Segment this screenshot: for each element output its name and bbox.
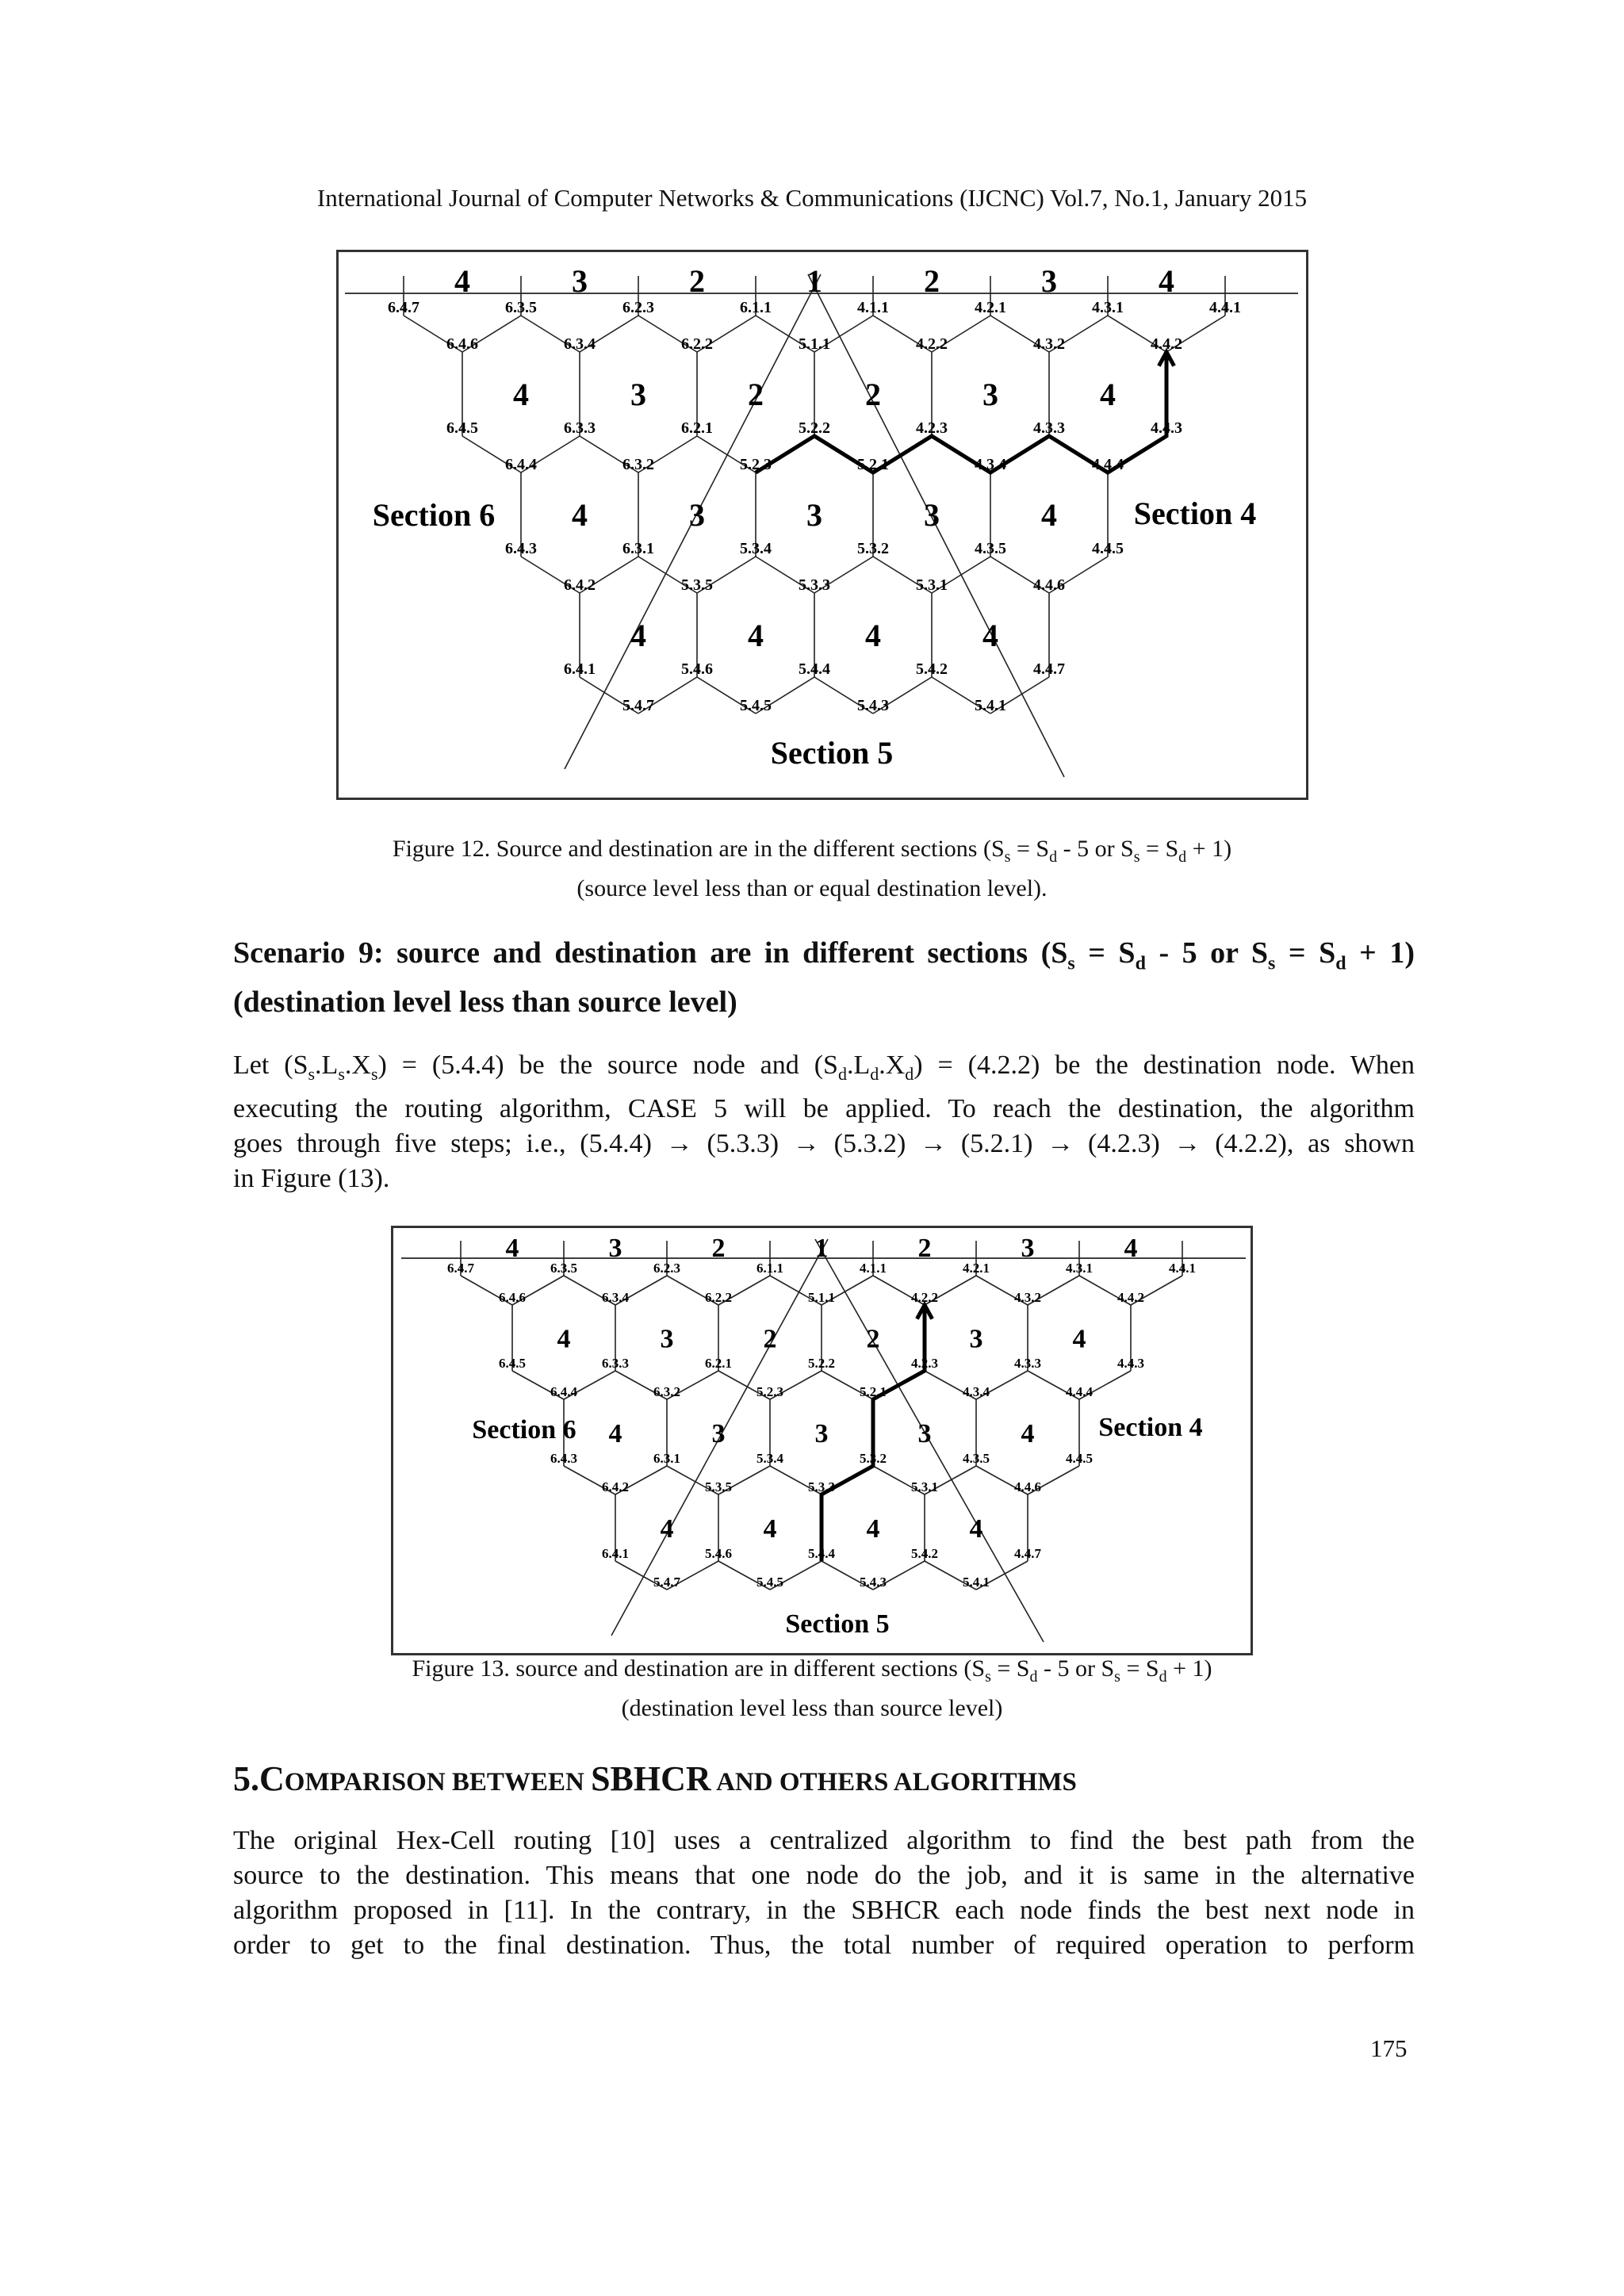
- node-label: 6.3.3: [602, 1356, 629, 1371]
- node-label: 4.4.1: [1209, 299, 1241, 316]
- figure-12: [336, 250, 1308, 800]
- node-label: 4.2.3: [911, 1356, 938, 1371]
- cell-level-label: 4: [660, 1513, 674, 1544]
- figure-13-diagram: [393, 1228, 1251, 1653]
- node-label: 6.4.2: [564, 576, 596, 594]
- node-label: 5.3.1: [911, 1479, 938, 1494]
- node-label: 4.4.7: [1033, 660, 1065, 678]
- node-label: 4.3.3: [1033, 419, 1065, 437]
- node-label: 5.1.1: [799, 335, 830, 353]
- node-label: 6.2.2: [681, 335, 713, 353]
- section-5-title: [259, 1759, 1077, 1798]
- paragraph-line: order to get to the final destination. Thus, the total number of required operation to perform: [233, 1931, 1415, 1960]
- top-level-label: 4: [1124, 1234, 1138, 1263]
- section-title-part: OMPARISON BETWEEN: [284, 1768, 592, 1797]
- node-label: 5.4.7: [653, 1575, 680, 1590]
- top-level-label: 4: [505, 1234, 519, 1263]
- section-label: Section 4: [1133, 496, 1257, 531]
- node-label: 4.4.1: [1169, 1261, 1196, 1276]
- section-5-heading: [233, 1758, 1077, 1799]
- node-label: 5.3.4: [756, 1451, 783, 1466]
- top-level-label: 3: [1041, 263, 1057, 299]
- node-label: 6.4.3: [550, 1451, 577, 1466]
- node-label: 4.3.1: [1092, 299, 1124, 316]
- scenario-9-heading: [233, 934, 1415, 1021]
- node-label: 5.2.1: [857, 456, 889, 473]
- node-label: 5.2.2: [799, 419, 830, 437]
- figure-13: [391, 1226, 1253, 1655]
- cell-level-label: 3: [630, 377, 646, 412]
- top-level-label: 2: [924, 263, 940, 299]
- scenario-9-heading-line2: (destination level less than source level): [233, 985, 737, 1019]
- node-label: 4.4.2: [1117, 1290, 1144, 1305]
- top-level-label: 2: [711, 1234, 726, 1263]
- figure-12-caption-line2: (source level less than or equal destination level).: [576, 875, 1048, 901]
- node-label: 6.4.3: [505, 540, 537, 557]
- cell-level-label: 3: [982, 377, 998, 412]
- node-label: 6.3.5: [505, 299, 537, 316]
- node-label: 6.4.7: [447, 1261, 474, 1276]
- section-label: Section 5: [785, 1609, 890, 1639]
- cell-level-label: 3: [814, 1418, 829, 1448]
- node-label: 4.4.6: [1014, 1479, 1041, 1494]
- top-level-label: 3: [608, 1234, 622, 1263]
- top-level-label: 1: [806, 263, 822, 299]
- cell-level-label: 4: [1100, 377, 1116, 412]
- cell-level-label: 4: [763, 1513, 777, 1544]
- node-label: 5.3.5: [705, 1479, 732, 1494]
- scenario-9-heading-line1: Scenario 9: source and destination are in different sections ($S_s = S_d - 5$ or $S_s = S_d + 1$): [233, 936, 1415, 974]
- node-label: 5.4.1: [975, 697, 1006, 714]
- node-label: 6.3.2: [622, 456, 654, 473]
- top-level-label: 3: [572, 263, 588, 299]
- node-label: 5.3.2: [857, 540, 889, 557]
- section-label: Section 6: [372, 497, 496, 533]
- cell-level-label: 4: [748, 618, 764, 653]
- node-label: 4.2.2: [911, 1290, 938, 1305]
- running-header: International Journal of Computer Networks & Communications (IJCNC) Vol.7, No.1, January 2015: [316, 184, 1308, 212]
- paragraph-line: in Figure (13).: [233, 1163, 390, 1193]
- top-level-label: 3: [1021, 1234, 1035, 1263]
- section-title-part: SBHCR: [591, 1759, 711, 1798]
- cell-level-label: 4: [608, 1418, 622, 1448]
- node-label: 6.4.2: [602, 1479, 629, 1494]
- section-label: Section 6: [472, 1415, 576, 1445]
- node-label: 6.4.1: [564, 660, 596, 678]
- node-label: 6.3.3: [564, 419, 596, 437]
- cell-level-label: 4: [1072, 1324, 1086, 1354]
- cell-level-label: 2: [866, 1324, 880, 1354]
- node-label: 6.4.7: [388, 299, 419, 316]
- node-label: 6.2.3: [622, 299, 654, 316]
- figure-13-caption: [0, 1653, 1624, 1724]
- node-label: 6.1.1: [756, 1261, 783, 1276]
- node-label: 6.2.1: [681, 419, 713, 437]
- node-label: 6.3.2: [653, 1384, 680, 1399]
- node-label: 6.4.1: [602, 1546, 629, 1561]
- section-title-part: AND OTHERS ALGORITHMS: [710, 1768, 1077, 1797]
- node-label: 5.4.5: [740, 697, 772, 714]
- node-label: 4.4.3: [1151, 419, 1182, 437]
- node-label: 4.3.2: [1014, 1290, 1041, 1305]
- cell-level-label: 4: [865, 618, 881, 653]
- node-label: 6.4.4: [505, 456, 537, 473]
- top-level-label: 2: [917, 1234, 932, 1263]
- node-label: 5.4.6: [681, 660, 713, 678]
- node-label: 4.3.5: [963, 1451, 990, 1466]
- node-label: 4.2.2: [916, 335, 948, 353]
- figure-12-diagram: [339, 252, 1306, 798]
- paragraph-line: The original Hex-Cell routing [10] uses a centralized algorithm to find the best path from the: [233, 1826, 1415, 1855]
- cell-level-label: 3: [969, 1324, 983, 1354]
- cell-level-label: 3: [689, 497, 705, 533]
- scenario-9-paragraph: [233, 1048, 1415, 1196]
- node-label: 6.2.2: [705, 1290, 732, 1305]
- node-label: 4.4.4: [1066, 1384, 1093, 1399]
- figure-13-caption-line1: Figure 13. source and destination are in different sections ($S_s = S_d - 5$ or $S_s = S_d + 1$): [412, 1655, 1212, 1686]
- node-label: 4.4.3: [1117, 1356, 1144, 1371]
- node-label: 6.4.6: [446, 335, 478, 353]
- paragraph-line: executing the routing algorithm, CASE 5 will be applied. To reach the destination, the algorithm: [233, 1093, 1415, 1123]
- node-label: 5.4.7: [622, 697, 654, 714]
- node-label: 5.2.3: [756, 1384, 783, 1399]
- paragraph-line: Let $(S_s.L_s.X_s) = (5.4.4)$ be the source node and $(S_d.L_d.X_d) = (4.2.2)$ be the destination node. When: [233, 1050, 1415, 1084]
- paragraph-line: algorithm proposed in [11]. In the contrary, in the SBHCR each node finds the best next node in: [233, 1896, 1415, 1925]
- node-label: 6.3.4: [602, 1290, 629, 1305]
- paragraph-line: goes through five steps; i.e., (5.4.4) → (5.3.3) → (5.3.2) → (5.2.1) → (4.2.3) → (4.2.2), as shown: [233, 1128, 1415, 1158]
- node-label: 6.4.5: [446, 419, 478, 437]
- node-label: 4.4.2: [1151, 335, 1182, 353]
- node-label: 5.4.4: [799, 660, 830, 678]
- node-label: 5.3.3: [808, 1479, 835, 1494]
- cell-level-label: 4: [1041, 497, 1057, 533]
- node-label: 5.2.3: [740, 456, 772, 473]
- node-label: 4.3.4: [963, 1384, 990, 1399]
- cell-level-label: 4: [630, 618, 646, 653]
- node-label: 6.2.1: [705, 1356, 732, 1371]
- node-label: 4.3.3: [1014, 1356, 1041, 1371]
- top-level-label: 4: [454, 263, 470, 299]
- node-label: 4.4.4: [1092, 456, 1124, 473]
- node-label: 5.4.3: [860, 1575, 887, 1590]
- node-label: 5.2.1: [860, 1384, 887, 1399]
- cell-level-label: 4: [557, 1324, 571, 1354]
- section-label: Section 4: [1098, 1413, 1203, 1442]
- node-label: 6.3.5: [550, 1261, 577, 1276]
- node-label: 5.3.3: [799, 576, 830, 594]
- routing-path: [756, 352, 1166, 473]
- figure-12-caption: [0, 833, 1624, 905]
- node-label: 4.1.1: [860, 1261, 887, 1276]
- cell-level-label: 3: [924, 497, 940, 533]
- node-label: 4.4.5: [1066, 1451, 1093, 1466]
- node-label: 4.4.7: [1014, 1546, 1041, 1561]
- node-label: 6.4.4: [550, 1384, 577, 1399]
- node-label: 5.4.5: [756, 1575, 783, 1590]
- node-label: 5.1.1: [808, 1290, 835, 1305]
- node-label: 4.3.4: [975, 456, 1006, 473]
- node-label: 6.3.1: [653, 1451, 680, 1466]
- node-label: 4.4.6: [1033, 576, 1065, 594]
- section-label: Section 5: [770, 735, 894, 771]
- cell-level-label: 4: [572, 497, 588, 533]
- top-level-label: 4: [1159, 263, 1174, 299]
- node-label: 4.2.1: [963, 1261, 990, 1276]
- node-label: 4.1.1: [857, 299, 889, 316]
- node-label: 6.3.1: [622, 540, 654, 557]
- node-label: 6.2.3: [653, 1261, 680, 1276]
- cell-level-label: 4: [969, 1513, 983, 1544]
- node-label: 5.4.2: [916, 660, 948, 678]
- node-label: 6.4.6: [499, 1290, 526, 1305]
- cell-level-label: 3: [711, 1418, 726, 1448]
- cell-level-label: 3: [806, 497, 822, 533]
- node-label: 6.4.5: [499, 1356, 526, 1371]
- node-label: 5.4.3: [857, 697, 889, 714]
- node-label: 4.2.3: [916, 419, 948, 437]
- node-label: 5.4.6: [705, 1546, 732, 1561]
- paragraph-line: source to the destination. This means that one node do the job, and it is same in the alternative: [233, 1861, 1415, 1890]
- node-label: 4.3.1: [1066, 1261, 1093, 1276]
- cell-level-label: 3: [660, 1324, 674, 1354]
- node-label: 5.3.4: [740, 540, 772, 557]
- page-number: 175: [1370, 2034, 1408, 2062]
- node-label: 5.3.2: [860, 1451, 887, 1466]
- node-label: 4.2.1: [975, 299, 1006, 316]
- cell-level-label: 4: [982, 618, 998, 653]
- cell-level-label: 4: [513, 377, 529, 412]
- cell-level-label: 2: [748, 377, 764, 412]
- node-label: 4.3.5: [975, 540, 1006, 557]
- cell-level-label: 4: [866, 1513, 880, 1544]
- node-label: 4.3.2: [1033, 335, 1065, 353]
- node-label: 5.4.1: [963, 1575, 990, 1590]
- section-number: 5.: [233, 1759, 259, 1798]
- node-label: 5.4.4: [808, 1546, 835, 1561]
- node-label: 5.3.5: [681, 576, 713, 594]
- figure-12-caption-line1: Figure 12. Source and destination are in the different sections ($S_s = S_d - 5$ or $S_s = S_d + 1$): [392, 836, 1232, 866]
- cell-level-label: 3: [917, 1418, 932, 1448]
- node-label: 6.3.4: [564, 335, 596, 353]
- node-label: 5.3.1: [916, 576, 948, 594]
- section-title-part: C: [259, 1759, 285, 1798]
- figure-13-caption-line2: (destination level less than source level): [621, 1695, 1003, 1721]
- cell-level-label: 2: [865, 377, 881, 412]
- node-label: 6.1.1: [740, 299, 772, 316]
- top-level-label: 1: [814, 1234, 829, 1263]
- cell-level-label: 4: [1021, 1418, 1035, 1448]
- cell-level-label: 2: [763, 1324, 777, 1354]
- node-label: 5.2.2: [808, 1356, 835, 1371]
- section-5-paragraph: [233, 1823, 1415, 1963]
- node-label: 5.4.2: [911, 1546, 938, 1561]
- top-level-label: 2: [689, 263, 705, 299]
- node-label: 4.4.5: [1092, 540, 1124, 557]
